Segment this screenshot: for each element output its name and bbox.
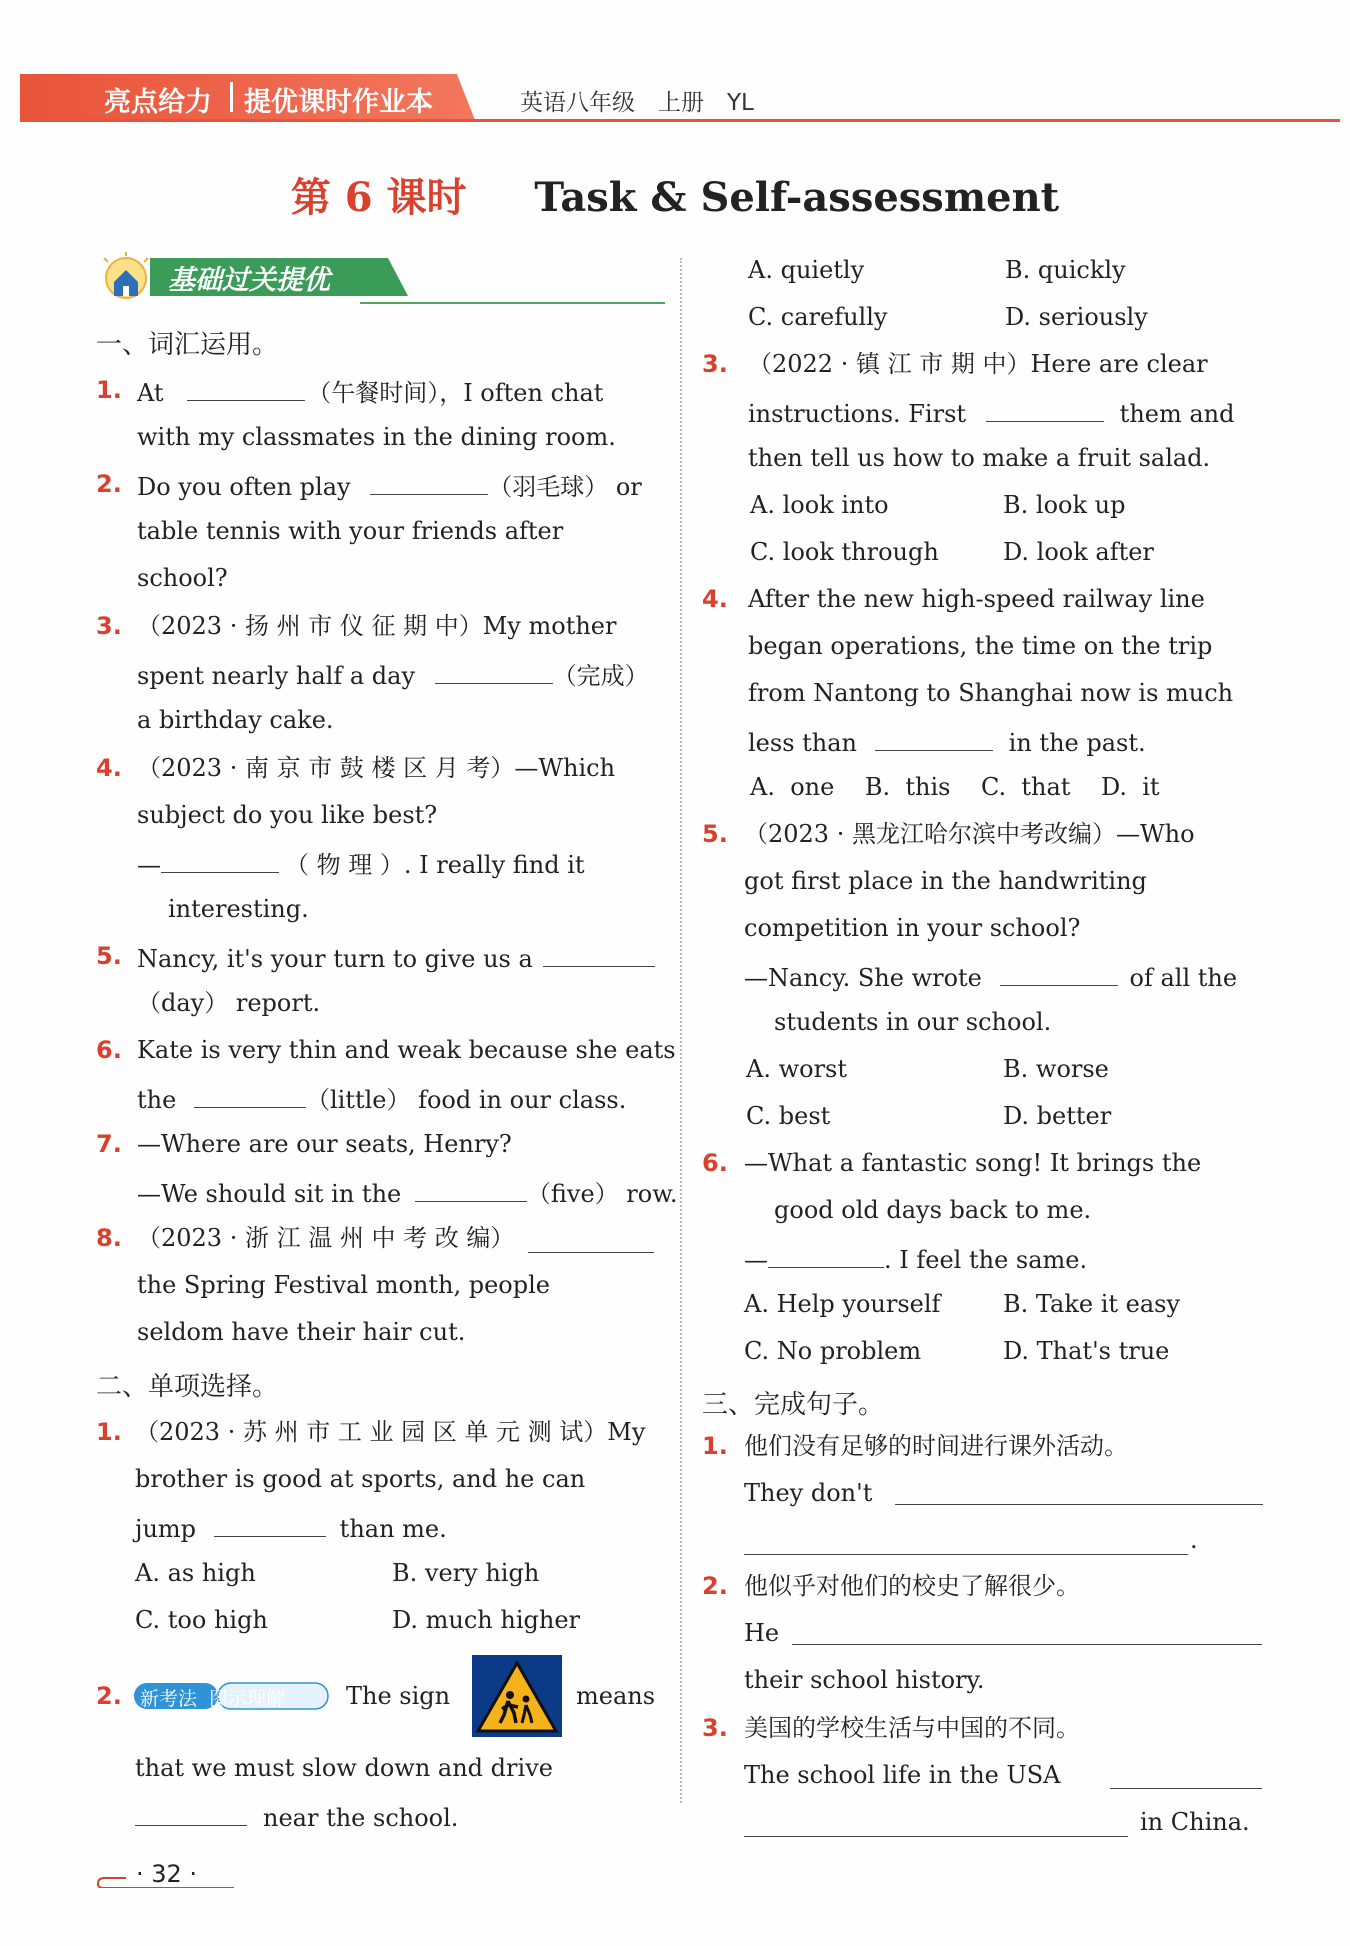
mc5-line2: got first place in the handwriting [744,867,1147,895]
s3-q2-number: 2. [702,1572,728,1600]
page-title [0,166,1350,223]
q2-line1: Do you often play （羽毛球） or [137,470,642,502]
q2-line3: school? [137,564,228,592]
mc6-line3: — . I feel the same. [744,1243,1087,1275]
mc5-option-a[interactable]: A. worst [746,1055,848,1083]
s3-q2-english: He [744,1619,780,1647]
mc1-option-d[interactable]: D. much higher [392,1606,581,1634]
column-divider [680,258,682,1803]
q7-line1: —Where are our seats, Henry? [137,1130,512,1158]
mc1-number: 1. [96,1418,122,1446]
q2-number: 2. [96,470,122,498]
badge-underline [360,302,665,304]
q4-line1: （2023 · 南 京 市 鼓 楼 区 月 考）—Which [137,754,616,782]
lesson-topic: Task & Self-assessment [534,174,1060,221]
q6-line2: the （little） food in our class. [137,1083,626,1115]
mc5-line4: —Nancy. She wrote of all the [744,961,1237,993]
mc3-option-b[interactable]: B. look up [1003,491,1126,519]
mc4-line3: from Nantong to Shanghai now is much [748,679,1234,707]
q8-line3: seldom have their hair cut. [137,1318,466,1346]
mc2-line1a: The sign [346,1682,451,1710]
mc3-option-d[interactable]: D. look after [1003,538,1154,566]
mc3-number: 3. [702,350,728,378]
mc4-line2: began operations, the time on the trip [748,632,1213,660]
q6-number: 6. [96,1036,122,1064]
answer-blank[interactable] [528,1226,654,1253]
header-rule [20,119,1340,122]
answer-blank[interactable] [415,1177,527,1202]
s3-q1-number: 1. [702,1432,728,1460]
subject-label: 英语八年级 上册 YL [520,90,754,116]
s3-q1-chinese: 他们没有足够的时间进行课外活动。 [744,1432,1128,1460]
mc6-option-d[interactable]: D. That's true [1003,1337,1170,1365]
answer-blank[interactable] [370,470,488,495]
mc6-number: 6. [702,1149,728,1177]
mc2-line3: near the school. [135,1801,458,1833]
mc3-line1: （2022 · 镇 江 市 期 中）Here are clear [748,350,1208,378]
mc1-option-a[interactable]: A. as high [135,1559,256,1587]
mc5-option-b[interactable]: B. worse [1003,1055,1109,1083]
series-label: 提优课时作业本 [244,87,433,118]
mc3-line2: instructions. First them and [748,397,1235,429]
answer-blank[interactable] [435,659,553,684]
q8-line1: （2023 · 浙 江 温 州 中 考 改 编） [137,1224,515,1252]
q1-number: 1. [96,376,122,404]
mc2-line2: that we must slow down and drive [135,1754,553,1782]
mc4-options[interactable]: A. one B. this C. that D. it [750,773,1160,801]
mc6-option-b[interactable]: B. Take it easy [1003,1290,1181,1318]
answer-blank[interactable] [187,376,305,401]
mc4-line4: less than in the past. [748,726,1146,758]
q3-line3: a birthday cake. [137,706,334,734]
answer-blank[interactable] [135,1801,247,1826]
page-number: · 32 · [136,1860,198,1888]
children-crossing-sign-icon [472,1655,562,1737]
mc5-line5: students in our school. [774,1008,1052,1036]
mc2-option-c[interactable]: C. carefully [748,303,888,331]
answer-blank[interactable] [768,1243,884,1268]
answer-blank[interactable] [875,726,993,751]
q3-number: 3. [96,612,122,640]
s3-q2-chinese: 他似乎对他们的校史了解很少。 [744,1572,1080,1600]
mc4-number: 4. [702,585,728,613]
s3-q1-period: . [1190,1526,1198,1554]
mc2-number: 2. [96,1682,122,1710]
answer-blank[interactable] [543,942,655,967]
mc4-line1: After the new high-speed railway line [748,585,1205,613]
s3-q3-english: The school life in the USA [744,1761,1061,1789]
section1-heading: 一、词汇运用。 [96,330,279,360]
q4-line2: subject do you like best? [137,801,438,829]
q5-line1: Nancy, it's your turn to give us a [137,942,655,974]
answer-blank[interactable] [792,1620,1262,1645]
mc2-line1b: means [576,1682,656,1710]
s3-q3-chinese: 美国的学校生活与中国的不同。 [744,1714,1080,1742]
answer-blank[interactable] [986,397,1104,422]
q4-line3: — （ 物 理 ）. I really find it [137,848,585,880]
q4-number: 4. [96,754,122,782]
answer-blank[interactable] [194,1083,306,1108]
mc6-option-a[interactable]: A. Help yourself [744,1290,941,1318]
mc5-option-d[interactable]: D. better [1003,1102,1112,1130]
mc2-option-d[interactable]: D. seriously [1005,303,1148,331]
q5-number: 5. [96,942,122,970]
mc5-option-c[interactable]: C. best [746,1102,831,1130]
new-method-tag-label: 新考法 图示理解 [140,1688,286,1710]
mc1-line2: brother is good at sports, and he can [135,1465,586,1493]
mc1-line3: jump than me. [135,1512,447,1544]
q4-line4: interesting. [168,895,309,923]
lesson-number: 第 6 课时 [290,174,467,221]
mc1-option-c[interactable]: C. too high [135,1606,268,1634]
brand-label: 亮点给力 [104,87,212,118]
s3-q3-tail: in China. [1140,1808,1250,1836]
answer-blank[interactable] [744,1812,1128,1837]
section2-heading: 二、单项选择。 [96,1372,279,1402]
q8-number: 8. [96,1224,122,1252]
q1-line1: At （午餐时间），I often chat [137,376,603,408]
answer-blank[interactable] [1000,961,1118,986]
mc6-line1: —What a fantastic song! It brings the [744,1149,1202,1177]
mc5-line1: （2023 · 黑龙江哈尔滨中考改编）—Who [744,820,1195,848]
answer-blank[interactable] [214,1512,326,1537]
header-separator [230,82,233,112]
q3-line1: （2023 · 扬 州 市 仪 征 期 中）My mother [137,612,617,640]
section3-heading: 三、完成句子。 [702,1390,885,1420]
q8-line2: the Spring Festival month, people [137,1271,550,1299]
mc5-number: 5. [702,820,728,848]
q7-line2: —We should sit in the （five） row. [137,1177,678,1209]
mc6-line2: good old days back to me. [774,1196,1092,1224]
mc2-option-b[interactable]: B. quickly [1005,256,1126,284]
q5-line2: （day） report. [137,989,321,1017]
mc3-option-a[interactable]: A. look into [750,491,889,519]
mc5-line3: competition in your school? [744,914,1081,942]
q3-line2: spent nearly half a day （完成） [137,659,649,691]
answer-blank[interactable] [161,848,279,873]
badge-label: 基础过关提优 [168,265,330,296]
q7-number: 7. [96,1130,122,1158]
s3-q3-number: 3. [702,1714,728,1742]
mc3-option-c[interactable]: C. look through [750,538,939,566]
mc1-line1: （2023 · 苏 州 市 工 业 园 区 单 元 测 试）My [135,1418,646,1446]
answer-blank[interactable] [744,1530,1188,1555]
s3-q1-english: They don't [744,1479,873,1507]
mc6-option-c[interactable]: C. No problem [744,1337,922,1365]
mc1-option-b[interactable]: B. very high [392,1559,540,1587]
mc2-option-a[interactable]: A. quietly [748,256,865,284]
answer-blank[interactable] [895,1480,1263,1505]
mc3-line3: then tell us how to make a fruit salad. [748,444,1211,472]
answer-blank[interactable] [1110,1764,1262,1789]
q1-line2: with my classmates in the dining room. [137,423,616,451]
s3-q2-tail: their school history. [744,1666,985,1694]
q2-line2: table tennis with your friends after [137,517,564,545]
q6-line1: Kate is very thin and weak because she eats [137,1036,676,1064]
